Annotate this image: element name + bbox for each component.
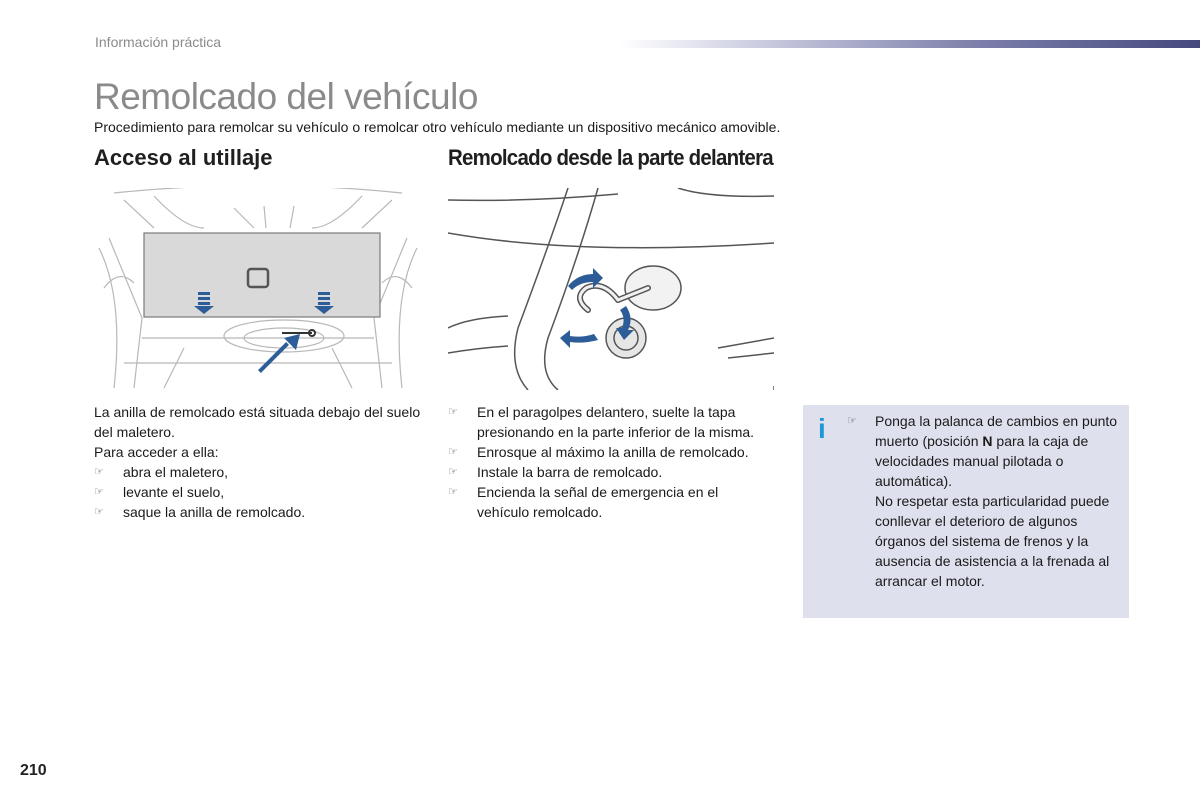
list-item: ☞ Ponga la palanca de cambios en punto muerto (posición N para la caja de velocidades manual pilotada o automática). No respetar esta particularidad puede conllevar el deterioro de algunos órganos del sistema de frenos y la ausencia de asistencia a la frenada al arrancar el motor.	[847, 413, 1118, 589]
list-item: ☞ Encienda la señal de emergencia en el vehículo remolcado.	[448, 484, 719, 520]
intro-line-2: Para acceder a ella:	[94, 444, 219, 460]
info-box	[803, 405, 1129, 618]
bullet-hand-icon: ☞	[847, 415, 857, 427]
bullet-hand-icon: ☞	[448, 486, 458, 498]
front-bumper-illustration	[448, 188, 774, 390]
bullet-hand-icon: ☞	[94, 466, 104, 478]
info-warning-text: No respetar esta particularidad puede conllevar el deterioro de algunos órganos del sistema de frenos y la ausencia de asistencia a la frenada al arrancar el motor.	[875, 493, 1110, 589]
list-item: ☞ Enrosque al máximo la anilla de remolcado.	[448, 444, 749, 460]
bullet-hand-icon: ☞	[448, 406, 458, 418]
header-gradient-bar	[620, 40, 1200, 48]
heading-access-tools: Acceso al utillaje	[94, 145, 273, 170]
list-item: ☞ Instale la barra de remolcado.	[448, 464, 663, 480]
list-item: ☞ abra el maletero,	[94, 464, 229, 480]
bullet-hand-icon: ☞	[94, 486, 104, 498]
middle-column-text	[448, 402, 768, 522]
trunk-floor-illustration	[94, 188, 422, 390]
bullet-hand-icon: ☞	[448, 446, 458, 458]
heading-front-towing: Remolcado desde la parte delantera	[448, 145, 773, 170]
bullet-hand-icon: ☞	[448, 466, 458, 478]
info-text	[847, 411, 1125, 591]
intro-line-1: La anilla de remolcado está situada debajo del suelo del maletero.	[94, 404, 421, 440]
list-item: ☞ En el paragolpes delantero, suelte la tapa presionando en la parte inferior de la misma.	[448, 404, 755, 440]
list-item: ☞ levante el suelo,	[94, 484, 225, 500]
neutral-position-letter: N	[982, 433, 993, 449]
info-icon: i	[818, 413, 826, 444]
page-subtitle: Procedimiento para remolcar su vehículo o remolcar otro vehículo mediante un dispositivo mecánico amovible.	[94, 119, 781, 135]
section-label: Información práctica	[95, 34, 222, 50]
page-number: 210	[20, 762, 47, 779]
left-column-text	[94, 402, 424, 522]
page-title: Remolcado del vehículo	[94, 76, 478, 117]
bullet-hand-icon: ☞	[94, 506, 104, 518]
list-item: ☞ saque la anilla de remolcado.	[94, 504, 306, 520]
